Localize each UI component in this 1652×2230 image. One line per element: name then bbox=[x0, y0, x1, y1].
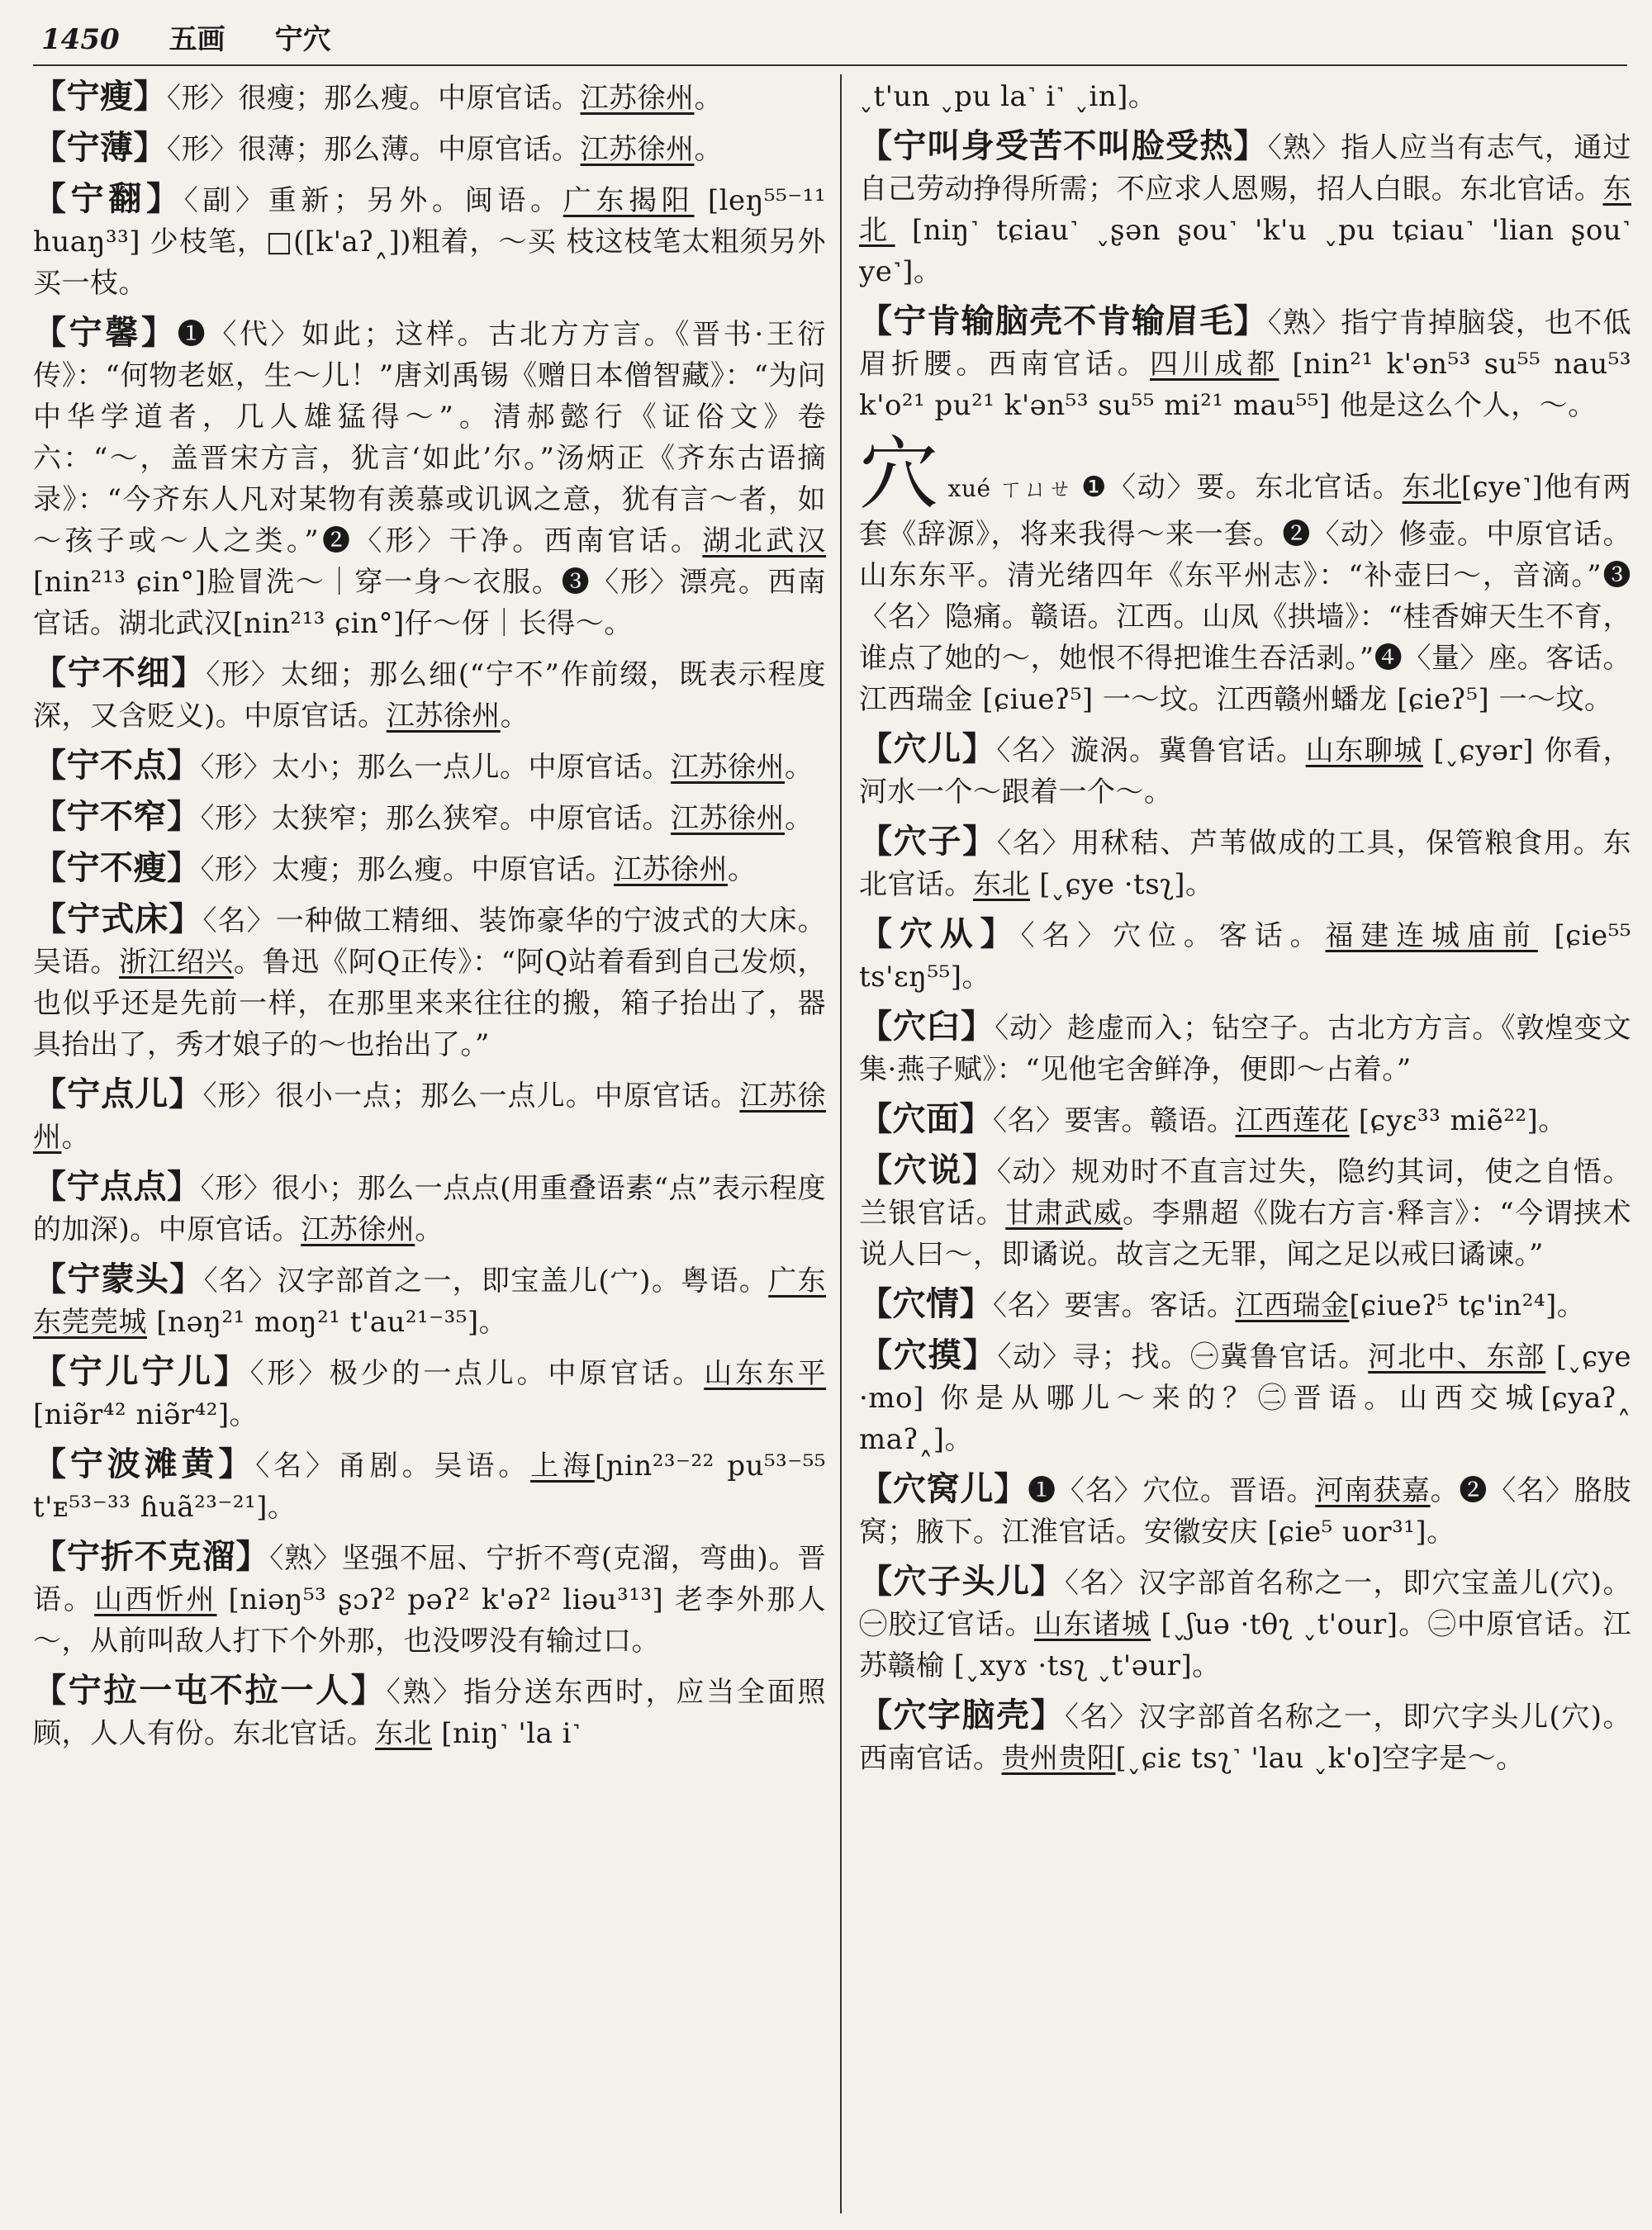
definition-text: ˯t'un ˯pu la˺ i˺ ˯in]。 bbox=[859, 80, 1157, 113]
place-name: 江苏徐州 bbox=[301, 1213, 415, 1246]
definition-text: 〈熟〉指人应当有志气，通过自己劳动挣得所需；不应求人恩赐，招人白眼。东北官话。 bbox=[859, 131, 1631, 206]
phonetic-text: 。 bbox=[728, 853, 757, 886]
place-name: 江苏徐州 bbox=[386, 700, 501, 733]
definition-text: 〈形〉很瘦；那么瘦。中原官话。 bbox=[167, 82, 581, 115]
dictionary-entry bbox=[859, 1006, 1631, 1090]
phonetic-text: 。鲁迅《阿Q正传》：“阿Q站着看到自己发烦，也似乎还是先前一样，在那里来来往往的搬，箱子抬出了，器具抬出了，秀才娘子的～也抬出了。” bbox=[33, 946, 826, 1061]
dictionary-entry bbox=[33, 1670, 826, 1754]
right-column bbox=[859, 76, 1631, 2213]
dictionary-entry bbox=[859, 301, 1631, 426]
phonetic-text: 。 bbox=[500, 700, 529, 733]
definition-text: 〈形〉太小；那么一点儿。中原官话。 bbox=[200, 751, 671, 784]
entry-headword: 【宁点儿】 bbox=[33, 1075, 203, 1113]
definition-text: 〈动〉趁虚而入；钻空子。古北方方言。《敦煌变文集·燕子赋》：“见他宅舍鲜净，便即～占着。” bbox=[859, 1012, 1631, 1086]
header-rule bbox=[33, 64, 1627, 66]
definition-text: 〈熟〉指宁肯掉脑袋，也不低眉折腰。西南官话。 bbox=[859, 306, 1631, 381]
dictionary-entry bbox=[859, 913, 1631, 998]
place-name: 江苏徐州 bbox=[580, 82, 695, 115]
entry-headword: 【宁薄】 bbox=[33, 128, 167, 167]
definition-text: 〈名〉要害。赣语。 bbox=[993, 1104, 1236, 1137]
definition-text: 〈名〉汉字部首之一，即宝盖儿(宀)。粤语。 bbox=[203, 1264, 769, 1298]
place-name: 江苏徐州 bbox=[580, 133, 695, 166]
entry-headword: 【穴子】 bbox=[859, 822, 997, 861]
dictionary-entry bbox=[33, 1351, 826, 1435]
entry-headword: 【宁式床】 bbox=[33, 899, 203, 938]
definition-text: 〈名〉汉字部首名称之一，即穴宝盖儿(穴)。㊀胶辽官话。 bbox=[859, 1567, 1631, 1641]
dictionary-entry bbox=[859, 1098, 1631, 1141]
entry-headword: 【穴臼】 bbox=[859, 1007, 995, 1046]
entry-headword: 【宁肯输脑壳不肯输眉毛】 bbox=[859, 301, 1268, 340]
definition-text: ❶〈代〉如此；这样。古北方方言。《晋书·王衍传》：“何物老妪，生～儿！”唐刘禹锡《赠日本僧智藏》：“为问中华学道者，几人雄猛得～”。清郝懿行《证俗文》卷六：“～，盖晋宋方言，犹言‘如此’尔。”汤炳正《齐东古语摘录》：“今齐东人凡对某物有羡慕或讥讽之意，犹有言～者，如～孩子或～人之类。”❷〈形〉干净。西南官话。 bbox=[33, 318, 826, 558]
phonetic-text: [nin²¹³ ɕin°]脸冒洗～｜穿一身～衣服。❸〈形〉漂亮。西南官话。湖北武汉[nin²¹³ ɕin°]仔～伢｜长得～。 bbox=[33, 566, 826, 640]
definition-text: 〈熟〉指分送东西时，应当全面照顾，人人有份。东北官话。 bbox=[33, 1676, 826, 1750]
phonetic-text: [niŋ˺ 'la i˺ bbox=[432, 1717, 582, 1750]
definition-text: 〈形〉很薄；那么薄。中原官话。 bbox=[167, 133, 581, 166]
dictionary-entry bbox=[859, 1150, 1631, 1275]
place-name: 广东揭阳 bbox=[563, 184, 695, 217]
phonetic-text: 。 bbox=[694, 82, 723, 115]
definition-text: 〈熟〉坚强不屈、宁折不弯(克溜，弯曲)。晋语。 bbox=[33, 1542, 826, 1616]
definition-text: 〈形〉太瘦；那么瘦。中原官话。 bbox=[200, 853, 614, 886]
place-name: 福建连城庙前 bbox=[1325, 919, 1538, 952]
place-name: 浙江绍兴 bbox=[119, 946, 234, 979]
column-divider bbox=[840, 74, 842, 2213]
definition-text: 〈形〉很小；那么一点点(用重叠语素“点”表示程度的加深)。中原官话。 bbox=[33, 1172, 826, 1246]
phonetic-text: [niə̃r⁴² niə̃r⁴²]。 bbox=[33, 1398, 259, 1431]
entry-headword: 【宁拉一屯不拉一人】 bbox=[33, 1671, 387, 1710]
main-character: 穴 bbox=[859, 428, 940, 520]
definition-text: 〈名〉漩涡。冀鲁官话。 bbox=[996, 734, 1306, 767]
dictionary-entry bbox=[33, 796, 826, 839]
phonetic-text: [˯ʃuə ·tθʅ ˯t'our]。㊁中原官话。江苏赣榆 [˯xyɤ ·tsʅ ˯t'əur]。 bbox=[859, 1608, 1631, 1682]
definition-text: 〈动〉寻；找。㊀冀鲁官话。 bbox=[997, 1340, 1369, 1374]
phonetic-text: 。 bbox=[415, 1213, 444, 1246]
entry-headword: 【穴摸】 bbox=[859, 1336, 998, 1374]
dictionary-entry bbox=[33, 127, 826, 170]
entry-headword: 【宁馨】 bbox=[33, 313, 178, 352]
entry-headword: 【穴说】 bbox=[859, 1151, 997, 1189]
phonetic-text: 。 bbox=[61, 1121, 90, 1154]
definition-text: 〈名〉汉字部首名称之一，即穴字头儿(穴)。西南官话。 bbox=[859, 1701, 1631, 1775]
place-name: 江西瑞金 bbox=[1235, 1289, 1350, 1322]
definition-text: ❶〈动〉要。东北官话。 bbox=[1081, 471, 1403, 504]
section-label: 五画 bbox=[169, 23, 225, 56]
page-header bbox=[41, 17, 331, 59]
dictionary-entry bbox=[33, 1536, 826, 1662]
place-name: 江苏徐州 bbox=[671, 802, 785, 835]
definition-text: 〈形〉太细；那么细(“宁不”作前缀，既表示程度深，又含贬义)。中原官话。 bbox=[33, 658, 826, 733]
definition-text: 〈名〉甬剧。吴语。 bbox=[255, 1450, 531, 1483]
dictionary-entry bbox=[33, 899, 826, 1065]
phonetic-text: 。 bbox=[694, 133, 723, 166]
entry-headword: 【穴窝儿】 bbox=[859, 1469, 1028, 1508]
dictionary-entry bbox=[859, 126, 1631, 292]
place-name: 广东东莞莞城 bbox=[33, 1264, 826, 1339]
definition-text: 〈名〉要害。客话。 bbox=[993, 1289, 1236, 1322]
pronunciation: xué ㄒㄩㄝ bbox=[947, 475, 1074, 502]
dictionary-entry bbox=[859, 76, 1631, 117]
entry-headword: 【宁不细】 bbox=[33, 653, 206, 692]
dictionary-entry bbox=[33, 1259, 826, 1343]
place-name: 山东诸城 bbox=[1033, 1608, 1151, 1641]
entry-headword: 【穴字脑壳】 bbox=[859, 1696, 1065, 1734]
dictionary-entry bbox=[859, 821, 1631, 905]
phonetic-text: [˯ɕiɛ tsʅ˺ 'lau ˯k'o]空字是～。 bbox=[1115, 1742, 1525, 1775]
dictionary-entry bbox=[33, 652, 826, 737]
phonetic-text: 。 bbox=[785, 751, 814, 784]
definition-text: 〈形〉极少的一点儿。中原官话。 bbox=[249, 1357, 705, 1390]
definition-text: 〈名〉用秫秸、芦苇做成的工具，保管粮食用。东北官话。 bbox=[859, 827, 1631, 901]
entry-headword: 【宁儿宁儿】 bbox=[33, 1352, 250, 1391]
definition-text: 〈副〉重新；另外。闽语。 bbox=[183, 184, 563, 217]
definition-text: 〈形〉很小一点；那么一点儿。中原官话。 bbox=[202, 1079, 740, 1113]
entry-headword: 【宁叫身受苦不叫脸受热】 bbox=[859, 126, 1268, 165]
dictionary-entry bbox=[33, 1074, 826, 1158]
entry-headword: 【宁折不克溜】 bbox=[33, 1537, 270, 1576]
place-name: 河北中、东部 bbox=[1368, 1340, 1546, 1374]
entry-headword: 【穴从】 bbox=[859, 914, 1021, 953]
definition-text: 〈形〉太狭窄；那么狭窄。中原官话。 bbox=[200, 802, 671, 835]
entry-headword: 【穴子头儿】 bbox=[859, 1562, 1065, 1601]
entry-headword: 【穴面】 bbox=[859, 1099, 993, 1138]
entry-headword: 【宁翻】 bbox=[33, 179, 184, 218]
dictionary-entry bbox=[33, 178, 826, 304]
place-name: 四川成都 bbox=[1150, 348, 1279, 381]
entry-headword: 【宁点点】 bbox=[33, 1167, 201, 1206]
place-name: 江苏徐州 bbox=[671, 751, 785, 784]
entry-headword: 【宁蒙头】 bbox=[33, 1260, 204, 1298]
place-name: 东北 bbox=[973, 868, 1030, 901]
entry-headword: 【宁瘦】 bbox=[33, 77, 167, 116]
phonetic-text: 。李鼎超《陇右方言·释言》：“今谓挟术说人曰～，即谲说。故言之无罪，闻之足以戒曰谲谏。” bbox=[859, 1197, 1631, 1271]
place-name: 甘肃武威 bbox=[1005, 1197, 1123, 1230]
place-name: 贵州贵阳 bbox=[1001, 1742, 1116, 1775]
dictionary-entry bbox=[859, 1283, 1631, 1326]
phonetic-text: [˯ɕye ·tsʅ]。 bbox=[1030, 868, 1214, 901]
place-name: 山东东平 bbox=[704, 1357, 826, 1390]
place-name: 山西忻州 bbox=[94, 1583, 217, 1616]
phonetic-text: [ɕiueʔ⁵ tɕ'in²⁴]。 bbox=[1349, 1289, 1586, 1322]
header-characters: 宁穴 bbox=[274, 23, 331, 56]
dictionary-entry bbox=[33, 1444, 826, 1528]
left-column bbox=[33, 76, 826, 2213]
entry-headword: 【穴情】 bbox=[859, 1284, 993, 1323]
phonetic-text: [ɲin²³⁻²² pu⁵³⁻⁵⁵ t'ᴇ⁵³⁻³³ ɦuã²³⁻²¹]。 bbox=[33, 1450, 826, 1524]
dictionary-entry bbox=[859, 728, 1631, 813]
place-name: 东北 bbox=[859, 173, 1631, 247]
definition-text: 〈动〉规劝时不直言过失，隐约其词，使之自悟。兰银官话。 bbox=[859, 1155, 1631, 1230]
dictionary-entry bbox=[859, 1335, 1631, 1460]
dictionary-entry bbox=[33, 745, 826, 788]
definition-text: ❶〈名〉穴位。晋语。 bbox=[1028, 1474, 1316, 1507]
place-name: 上海 bbox=[530, 1450, 595, 1483]
phonetic-text: [niŋ˺ tɕiau˺ ˯ʂən ʂou˺ 'k'u ˯pu tɕiau˺ 'lian ʂou˺ ye˺]。 bbox=[859, 214, 1631, 288]
phonetic-text: 。❷〈名〉胳肢窝；腋下。江淮官话。安徽安庆 [ɕie⁵ uor³¹]。 bbox=[859, 1474, 1631, 1549]
dictionary-entry bbox=[859, 1695, 1631, 1779]
phonetic-text: [nəŋ²¹ moŋ²¹ t'au²¹⁻³⁵]。 bbox=[147, 1306, 508, 1339]
dictionary-entry bbox=[859, 428, 1631, 720]
entry-headword: 【宁不瘦】 bbox=[33, 848, 201, 887]
entry-headword: 【宁波滩黄】 bbox=[33, 1445, 256, 1483]
place-name: 东北 bbox=[375, 1717, 432, 1750]
place-name: 东北 bbox=[1402, 471, 1461, 504]
phonetic-text: [ɕye˺]他有两套《辞源》，将来我得～来一套。❷〈动〉修壶。中原官话。山东东平。清光绪四年《东平州志》：“补壶曰～，音滴。”❸〈名〉隐痛。赣语。江西。山凤《拱墙》：“桂香婶天生不育，谁点了她的～，她恨不得把谁生吞活剥。”❹〈量〉座。客话。江西瑞金 [ɕiueʔ⁵] 一～坟。江西赣州蟠龙 [ɕieʔ⁵] 一～坟。 bbox=[859, 471, 1631, 716]
place-name: 江苏徐州 bbox=[614, 853, 728, 886]
definition-text: 〈名〉一种做工精细、装饰豪华的宁波式的大床。吴语。 bbox=[33, 904, 826, 979]
dictionary-entry bbox=[33, 76, 826, 119]
entry-headword: 【宁不窄】 bbox=[33, 797, 201, 836]
dictionary-entry bbox=[33, 312, 826, 644]
entry-headword: 【穴儿】 bbox=[859, 729, 997, 768]
place-name: 山东聊城 bbox=[1305, 734, 1423, 767]
phonetic-text: [˯ɕye ·mo] 你是从哪儿～来的？㊁晋语。山西交城[ɕyaʔ˰ maʔ˰]。 bbox=[859, 1340, 1631, 1456]
dictionary-entry bbox=[33, 1166, 826, 1250]
phonetic-text: [niəŋ⁵³ ʂɔʔ² pəʔ² k'əʔ² liəu³¹³] 老李外那人～，从前叫敌人打下个外那，也没啰没有输过口。 bbox=[33, 1583, 826, 1658]
phonetic-text: [ɕie⁵⁵ ts'ɛŋ⁵⁵]。 bbox=[859, 919, 1631, 994]
place-name: 江苏徐州 bbox=[33, 1079, 826, 1154]
dictionary-entry bbox=[859, 1561, 1631, 1687]
phonetic-text: [nin²¹ k'ən⁵³ su⁵⁵ nau⁵³ k'o²¹ pu²¹ k'ən⁵³ su⁵⁵ mi²¹ mau⁵⁵] 他是这么个人，～。 bbox=[859, 348, 1631, 422]
entry-headword: 【宁不点】 bbox=[33, 746, 201, 785]
dictionary-entry bbox=[859, 1468, 1631, 1553]
phonetic-text: [˯ɕyər] 你看，河水一个～跟着一个～。 bbox=[859, 734, 1631, 809]
place-name: 河南获嘉 bbox=[1315, 1474, 1431, 1507]
place-name: 江西莲花 bbox=[1235, 1104, 1350, 1137]
definition-text: 〈名〉穴位。客话。 bbox=[1020, 919, 1326, 952]
page-number: 1450 bbox=[41, 23, 120, 56]
phonetic-text: 。 bbox=[785, 802, 814, 835]
place-name: 湖北武汉 bbox=[702, 524, 826, 558]
phonetic-text: [leŋ⁵⁵⁻¹¹ huaŋ³³] 少枝笔，□([k'aʔ˰])粗着，～买 枝这枝笔太粗须另外买一枝。 bbox=[33, 184, 826, 300]
phonetic-text: [ɕyɛ³³ miẽ²²]。 bbox=[1349, 1104, 1567, 1137]
dictionary-entry bbox=[33, 847, 826, 890]
